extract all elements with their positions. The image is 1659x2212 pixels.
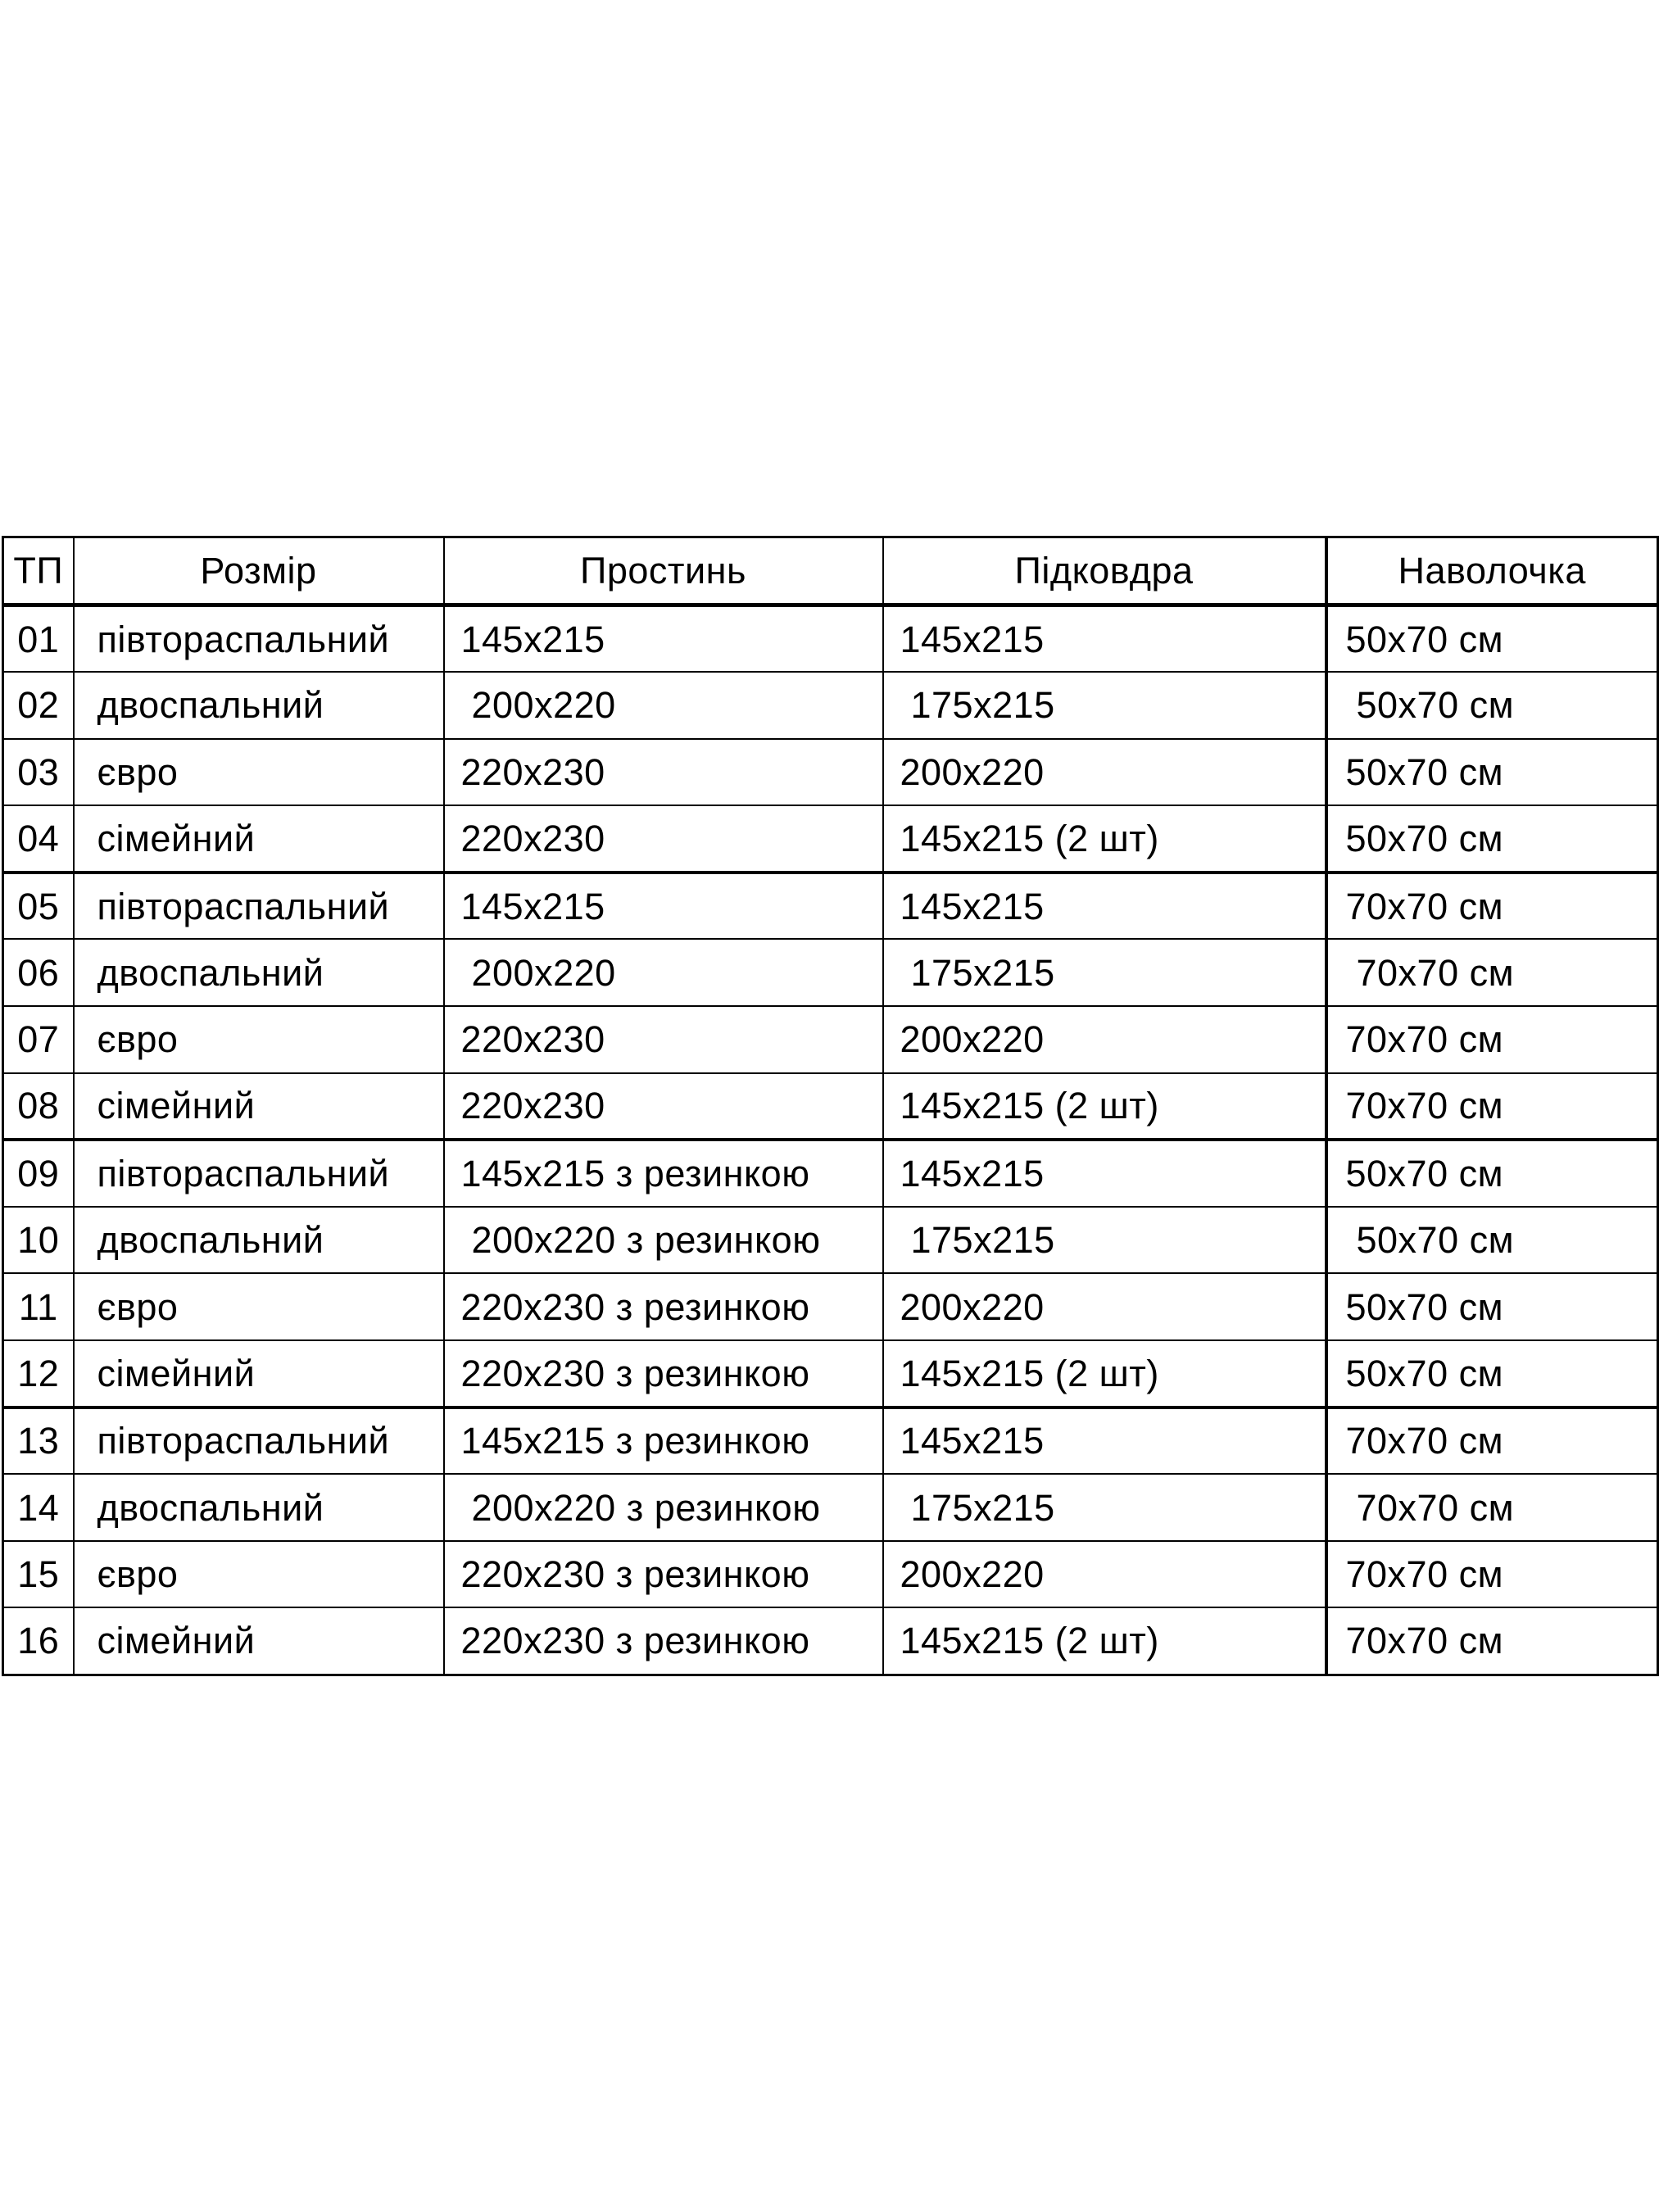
cell-sheet: 200х220 з резинкою	[444, 1207, 883, 1274]
cell-tp: 03	[3, 739, 74, 806]
cell-duvet: 145х215 (2 шт)	[883, 1073, 1326, 1140]
cell-pillowcase: 50х70 см	[1326, 739, 1658, 806]
cell-duvet: 145х215	[883, 1140, 1326, 1207]
table-row	[3, 605, 1658, 673]
cell-size: двоспальний	[74, 1474, 444, 1541]
cell-size: євро	[74, 1541, 444, 1608]
table-row	[3, 1607, 1658, 1675]
cell-size: півтораспальний	[74, 873, 444, 940]
cell-size: євро	[74, 739, 444, 806]
cell-size: євро	[74, 1273, 444, 1340]
cell-size: сімейний	[74, 1340, 444, 1407]
cell-duvet: 145х215	[883, 873, 1326, 940]
cell-size: сімейний	[74, 1607, 444, 1675]
cell-tp: 04	[3, 805, 74, 873]
table-row	[3, 672, 1658, 739]
cell-sheet: 220х230	[444, 1073, 883, 1140]
cell-pillowcase: 70х70 см	[1326, 1407, 1658, 1475]
table-row	[3, 1207, 1658, 1274]
cell-sheet: 200х220	[444, 939, 883, 1006]
cell-tp: 05	[3, 873, 74, 940]
cell-pillowcase: 50х70 см	[1326, 805, 1658, 873]
cell-pillowcase: 70х70 см	[1326, 1607, 1658, 1675]
cell-pillowcase: 70х70 см	[1326, 873, 1658, 940]
table-row	[3, 1006, 1658, 1073]
cell-tp: 06	[3, 939, 74, 1006]
table-row	[3, 1541, 1658, 1608]
table-row	[3, 1474, 1658, 1541]
cell-size: двоспальний	[74, 672, 444, 739]
cell-size: півтораспальний	[74, 605, 444, 673]
cell-size: півтораспальний	[74, 1140, 444, 1207]
cell-sheet: 145х215	[444, 873, 883, 940]
cell-sheet: 220х230 з резинкою	[444, 1273, 883, 1340]
cell-size: двоспальний	[74, 939, 444, 1006]
table-header	[3, 537, 1658, 605]
cell-tp: 08	[3, 1073, 74, 1140]
table-row	[3, 873, 1658, 940]
cell-pillowcase: 50х70 см	[1326, 1140, 1658, 1207]
cell-duvet: 175х215	[883, 939, 1326, 1006]
table-row	[3, 1273, 1658, 1340]
cell-pillowcase: 70х70 см	[1326, 939, 1658, 1006]
cell-duvet: 145х215 (2 шт)	[883, 805, 1326, 873]
cell-sheet: 200х220	[444, 672, 883, 739]
cell-sheet: 145х215 з резинкою	[444, 1140, 883, 1207]
cell-pillowcase: 50х70 см	[1326, 605, 1658, 673]
table-row	[3, 1407, 1658, 1475]
cell-pillowcase: 50х70 см	[1326, 672, 1658, 739]
cell-tp: 02	[3, 672, 74, 739]
cell-duvet: 175х215	[883, 1474, 1326, 1541]
column-header-size: Розмір	[74, 537, 444, 605]
cell-duvet: 145х215	[883, 1407, 1326, 1475]
cell-pillowcase: 50х70 см	[1326, 1340, 1658, 1407]
column-header-pillowcase: Наволочка	[1326, 537, 1658, 605]
cell-duvet: 200х220	[883, 1273, 1326, 1340]
column-header-duvet: Підковдра	[883, 537, 1326, 605]
column-header-sheet: Простинь	[444, 537, 883, 605]
cell-sheet: 220х230	[444, 1006, 883, 1073]
cell-pillowcase: 70х70 см	[1326, 1073, 1658, 1140]
cell-size: двоспальний	[74, 1207, 444, 1274]
cell-tp: 01	[3, 605, 74, 673]
cell-duvet: 175х215	[883, 1207, 1326, 1274]
cell-duvet: 145х215	[883, 605, 1326, 673]
cell-tp: 09	[3, 1140, 74, 1207]
cell-size: півтораспальний	[74, 1407, 444, 1475]
table-row	[3, 1340, 1658, 1407]
cell-duvet: 200х220	[883, 739, 1326, 806]
cell-pillowcase: 70х70 см	[1326, 1006, 1658, 1073]
cell-sheet: 145х215	[444, 605, 883, 673]
bed-linen-size-table	[2, 536, 1659, 1676]
cell-pillowcase: 70х70 см	[1326, 1541, 1658, 1608]
cell-tp: 12	[3, 1340, 74, 1407]
cell-tp: 16	[3, 1607, 74, 1675]
cell-sheet: 145х215 з резинкою	[444, 1407, 883, 1475]
cell-tp: 13	[3, 1407, 74, 1475]
cell-pillowcase: 70х70 см	[1326, 1474, 1658, 1541]
header-row	[3, 537, 1658, 605]
cell-size: сімейний	[74, 805, 444, 873]
cell-duvet: 200х220	[883, 1541, 1326, 1608]
cell-pillowcase: 50х70 см	[1326, 1273, 1658, 1340]
table-row	[3, 805, 1658, 873]
cell-sheet: 220х230 з резинкою	[444, 1607, 883, 1675]
cell-size: сімейний	[74, 1073, 444, 1140]
cell-sheet: 220х230 з резинкою	[444, 1340, 883, 1407]
cell-duvet: 145х215 (2 шт)	[883, 1607, 1326, 1675]
cell-tp: 11	[3, 1273, 74, 1340]
cell-size: євро	[74, 1006, 444, 1073]
table-row	[3, 739, 1658, 806]
cell-tp: 10	[3, 1207, 74, 1274]
cell-tp: 07	[3, 1006, 74, 1073]
cell-sheet: 220х230	[444, 805, 883, 873]
cell-duvet: 200х220	[883, 1006, 1326, 1073]
cell-sheet: 220х230 з резинкою	[444, 1541, 883, 1608]
cell-tp: 14	[3, 1474, 74, 1541]
cell-sheet: 220х230	[444, 739, 883, 806]
cell-tp: 15	[3, 1541, 74, 1608]
column-header-tp: ТП	[3, 537, 74, 605]
table-row	[3, 1140, 1658, 1207]
cell-sheet: 200х220 з резинкою	[444, 1474, 883, 1541]
table-row	[3, 1073, 1658, 1140]
table-row	[3, 939, 1658, 1006]
cell-duvet: 145х215 (2 шт)	[883, 1340, 1326, 1407]
table-body	[3, 605, 1658, 1675]
cell-duvet: 175х215	[883, 672, 1326, 739]
cell-pillowcase: 50х70 см	[1326, 1207, 1658, 1274]
